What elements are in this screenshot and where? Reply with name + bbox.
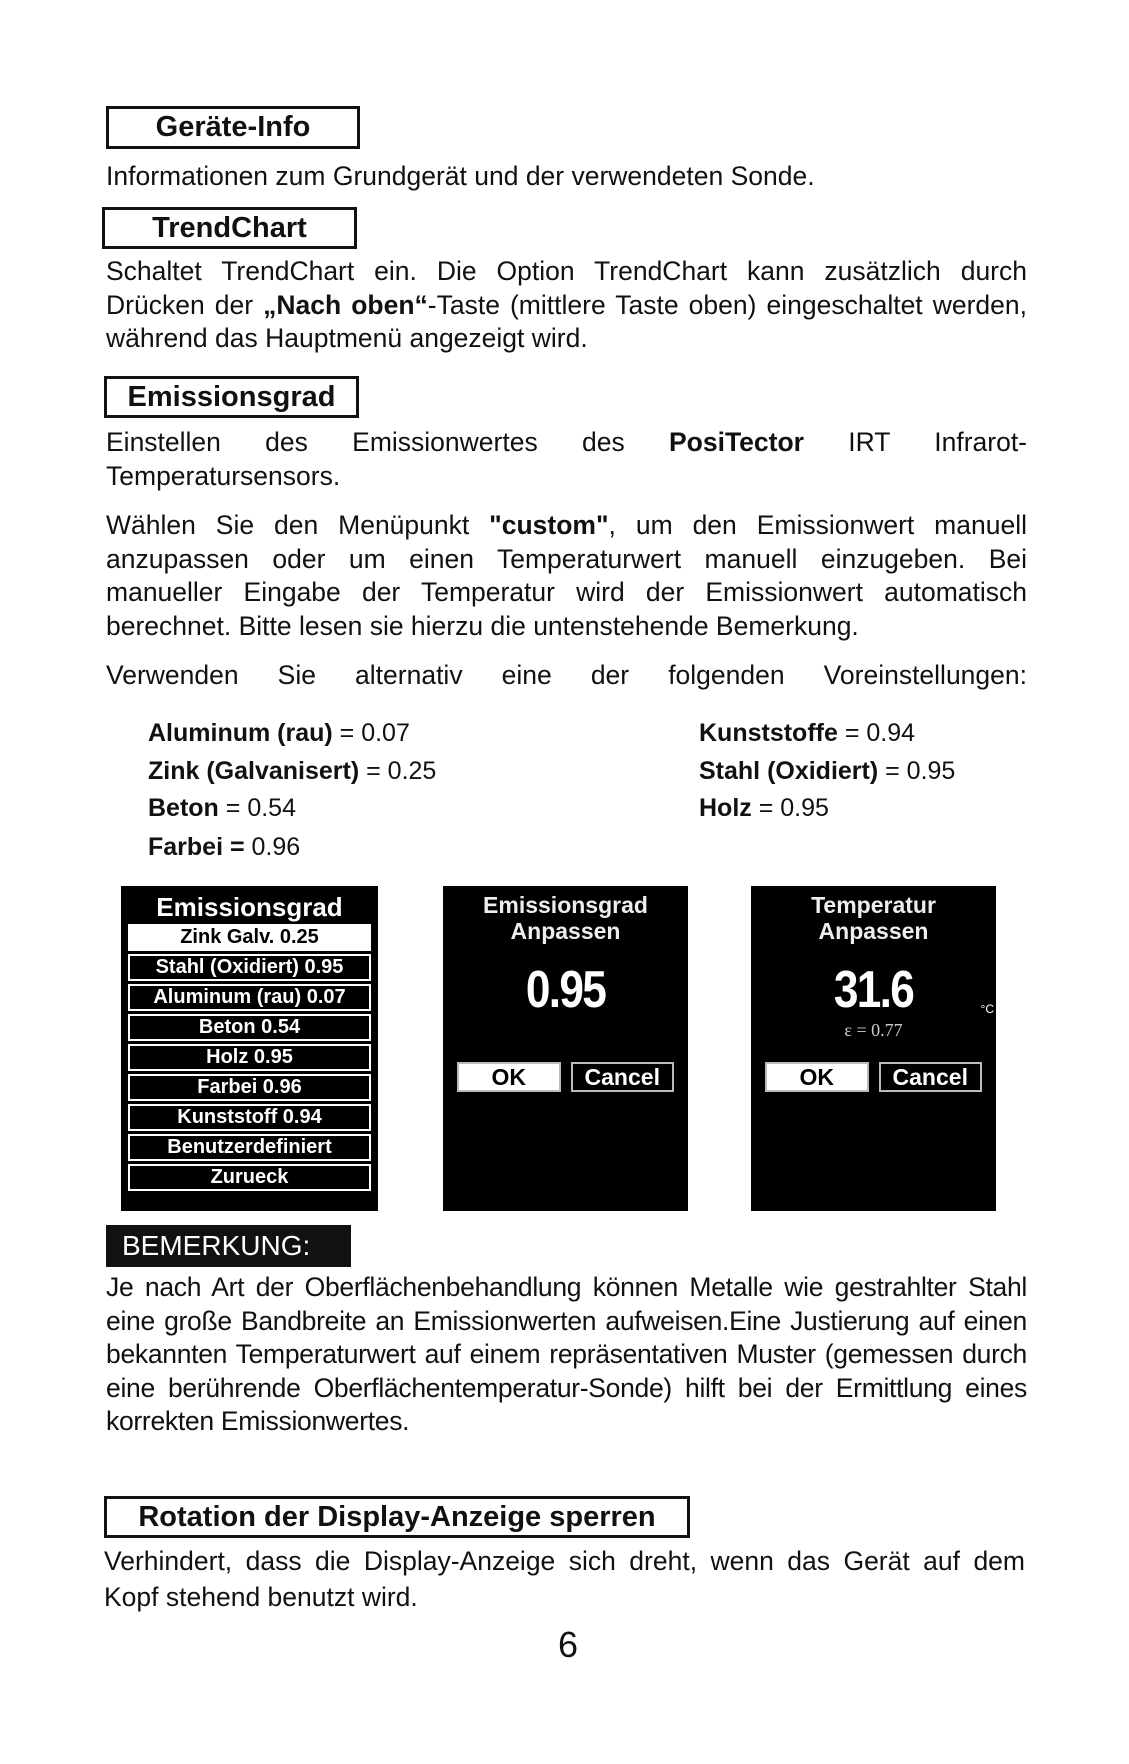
page-number: 6 bbox=[557, 1624, 579, 1665]
note-label: BEMERKUNG: bbox=[106, 1225, 351, 1267]
preset-item: Kunststoffe = 0.94 bbox=[699, 719, 916, 747]
menu-item: Beton 0.54 bbox=[128, 1014, 371, 1041]
text: Einstellen des Emissionwertes des bbox=[106, 427, 669, 457]
cancel-button: Cancel bbox=[879, 1062, 983, 1092]
menu-item: Zink Galv. 0.25 bbox=[128, 924, 371, 951]
menu-item: Aluminum (rau) 0.07 bbox=[128, 984, 371, 1011]
emissivity-value: 0.95 bbox=[525, 961, 606, 1019]
heading-trendchart: TrendChart bbox=[102, 207, 357, 249]
bold-text: "custom" bbox=[489, 510, 609, 540]
text: Wählen Sie den Menüpunkt bbox=[106, 510, 490, 540]
emissionsgrad-p2 bbox=[106, 509, 1027, 643]
bold-text: „Nach oben“ bbox=[263, 289, 428, 320]
text: Schaltet TrendChart ein. Die Option TrendChart kann zusätzlich durch Drücken der bbox=[106, 256, 1027, 320]
heading-emissionsgrad: Emissionsgrad bbox=[104, 376, 359, 418]
menu-item: Kunststoff 0.94 bbox=[128, 1104, 371, 1131]
preset-item: Aluminum (rau) = 0.07 bbox=[148, 719, 410, 747]
geraete-info-text: Informationen zum Grundgerät und der verwendeten Sonde. bbox=[106, 161, 815, 191]
screen-temperatur-anpassen bbox=[751, 886, 996, 1211]
epsilon-value: ε = 0.77 bbox=[844, 1020, 903, 1040]
menu-item: Stahl (Oxidiert) 0.95 bbox=[128, 954, 371, 981]
unit-label: °C bbox=[980, 1002, 994, 1016]
screen-subtitle: Anpassen bbox=[510, 918, 621, 944]
emissionsgrad-p1 bbox=[106, 426, 1027, 493]
screen-title: Emissionsgrad bbox=[483, 892, 648, 918]
preset-item: Zink (Galvanisert) = 0.25 bbox=[148, 757, 437, 785]
heading-geraete-info: Geräte-Info bbox=[106, 106, 360, 149]
preset-item: Stahl (Oxidiert) = 0.95 bbox=[699, 757, 956, 785]
heading-rotation: Rotation der Display-Anzeige sperren bbox=[104, 1496, 690, 1538]
screen-emissionsgrad-menu bbox=[121, 886, 378, 1211]
ok-button: OK bbox=[765, 1062, 869, 1092]
menu-item: Holz 0.95 bbox=[128, 1044, 371, 1071]
screen-subtitle: Anpassen bbox=[818, 918, 929, 944]
trendchart-text bbox=[106, 255, 1027, 356]
rotation-text: Verhindert, dass die Display-Anzeige sich dreht, wenn das Gerät auf dem Kopf stehend benutzt wird. bbox=[104, 1546, 1025, 1612]
preset-item: Farbei = 0.96 bbox=[148, 833, 301, 861]
temperature-value: 31.6 bbox=[833, 961, 914, 1019]
screen-title: Emissionsgrad bbox=[156, 892, 343, 922]
menu-item: Zurueck bbox=[128, 1164, 371, 1191]
cancel-button: Cancel bbox=[571, 1062, 675, 1092]
ok-button: OK bbox=[457, 1062, 561, 1092]
screen-emissionsgrad-anpassen bbox=[443, 886, 688, 1211]
menu-item: Benutzerdefiniert bbox=[128, 1134, 371, 1161]
menu-item: Farbei 0.96 bbox=[128, 1074, 371, 1101]
emissionsgrad-p3: Verwenden Sie alternativ eine der folgenden Voreinstellungen: bbox=[106, 660, 1027, 690]
bold-text: PosiTector bbox=[668, 427, 804, 457]
text: , um den Emissionwert manuell anzupassen oder um einen Temperaturwert manuell einzugeben. Bei manueller Eingabe der Temperatur wird der Emissionwert automatisch berechnet. Bitte lesen sie hierzu die untenstehende Bemerkung. bbox=[106, 510, 1027, 641]
text: -Taste (mittlere Taste oben) eingeschaltet werden, während das Hauptmenü angezeigt wird. bbox=[106, 289, 1027, 353]
text: IRT Infrarot-Temperatursensors. bbox=[106, 427, 1028, 491]
screen-title: Temperatur bbox=[811, 892, 936, 918]
preset-item: Holz = 0.95 bbox=[699, 794, 829, 822]
note-text: Je nach Art der Oberflächenbehandlung können Metalle wie gestrahlter Stahl eine große Bandbreite an Emissionwerten aufweisen.Eine Justierung auf einen bekannten Temperaturwert auf einem repräsentativen Muster (gemessen durch eine berührende Oberflächentemperatur-Sonde) hilft bei der Ermittlung eines korrekten Emissionwertes. bbox=[106, 1272, 1027, 1436]
preset-item: Beton = 0.54 bbox=[148, 794, 296, 822]
